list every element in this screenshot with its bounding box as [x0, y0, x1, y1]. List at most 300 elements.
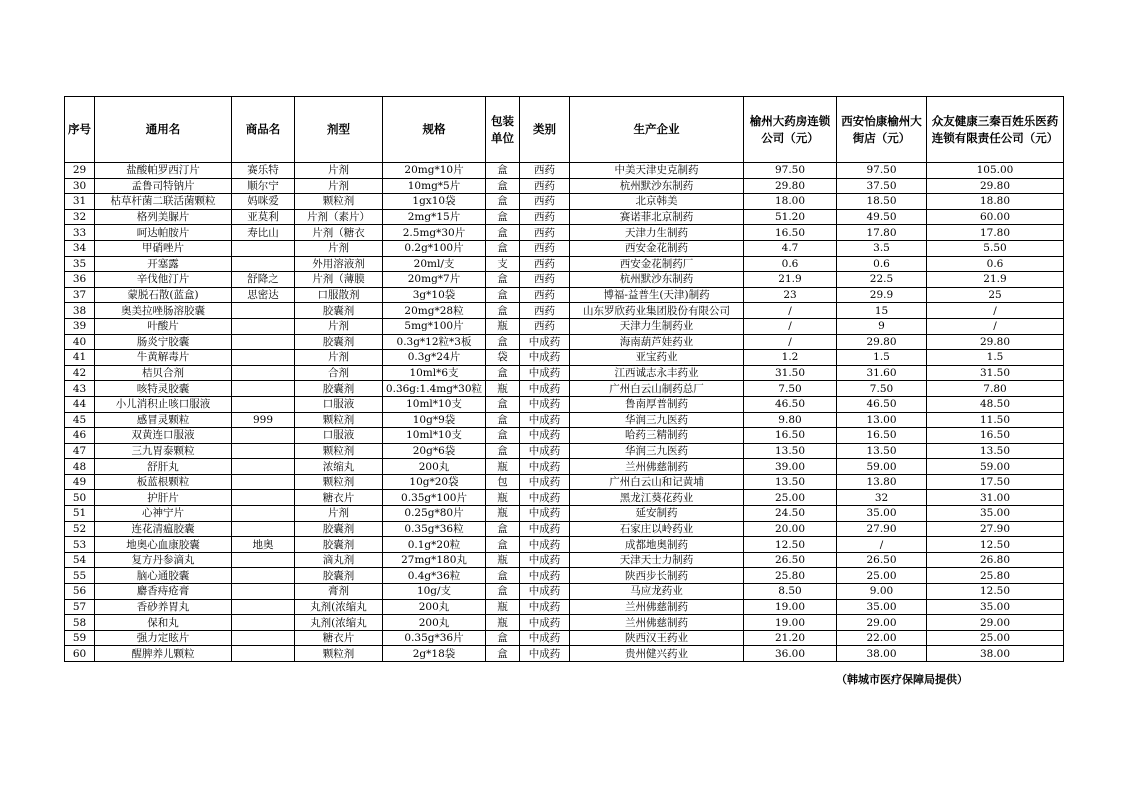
cell-manufacturer: 兰州佛慈制药	[570, 459, 744, 475]
cell-dosage-form: 片剂	[295, 240, 383, 256]
cell-package-unit: 支	[486, 256, 520, 272]
cell-manufacturer: 天津天士力制药	[570, 552, 744, 568]
cell-index: 52	[65, 521, 95, 537]
cell-price-yuzhou: 7.50	[744, 381, 837, 397]
cell-category: 中成药	[520, 615, 570, 631]
cell-package-unit: 盒	[486, 225, 520, 241]
cell-manufacturer: 兰州佛慈制药	[570, 599, 744, 615]
cell-category: 中成药	[520, 599, 570, 615]
table-row	[65, 194, 1064, 210]
cell-generic-name: 感冒灵颗粒	[95, 412, 232, 428]
cell-brand-name	[232, 365, 295, 381]
cell-price-zhongyou: 27.90	[927, 521, 1064, 537]
cell-brand-name	[232, 381, 295, 397]
cell-index: 48	[65, 459, 95, 475]
cell-price-yuzhou: 13.50	[744, 443, 837, 459]
cell-dosage-form: 糖衣片	[295, 490, 383, 506]
cell-specification: 20mg*10片	[383, 163, 486, 179]
cell-manufacturer: 西安金花制药	[570, 240, 744, 256]
cell-specification: 200丸	[383, 459, 486, 475]
cell-price-zhongyou: 11.50	[927, 412, 1064, 428]
cell-dosage-form: 丸剂(浓缩丸	[295, 615, 383, 631]
cell-manufacturer: 西安金花制药厂	[570, 256, 744, 272]
cell-specification: 2mg*15片	[383, 209, 486, 225]
cell-price-xian: 37.50	[837, 178, 927, 194]
cell-generic-name: 盐酸帕罗西汀片	[95, 163, 232, 179]
table-row	[65, 584, 1064, 600]
cell-generic-name: 保和丸	[95, 615, 232, 631]
cell-price-yuzhou: 9.80	[744, 412, 837, 428]
cell-manufacturer: 赛诺菲北京制药	[570, 209, 744, 225]
cell-dosage-form: 胶囊剂	[295, 381, 383, 397]
cell-manufacturer: 海南葫芦娃药业	[570, 334, 744, 350]
table-row	[65, 256, 1064, 272]
cell-price-zhongyou: /	[927, 303, 1064, 319]
cell-generic-name: 心神宁片	[95, 506, 232, 522]
table-row	[65, 490, 1064, 506]
cell-price-yuzhou: 13.50	[744, 474, 837, 490]
cell-manufacturer: 博福-益普生(天津)制药	[570, 287, 744, 303]
cell-package-unit: 盒	[486, 630, 520, 646]
cell-generic-name: 小儿消积止咳口服液	[95, 396, 232, 412]
cell-manufacturer: 中美天津史克制药	[570, 163, 744, 179]
cell-generic-name: 牛黄解毒片	[95, 350, 232, 366]
cell-category: 西药	[520, 240, 570, 256]
cell-generic-name: 护肝片	[95, 490, 232, 506]
header-price-yuzhou-pharmacy: 榆州大药房连锁公司（元）	[744, 97, 837, 163]
cell-category: 中成药	[520, 428, 570, 444]
cell-manufacturer: 广州白云山和记黄埔	[570, 474, 744, 490]
cell-price-zhongyou: 5.50	[927, 240, 1064, 256]
cell-category: 中成药	[520, 350, 570, 366]
cell-brand-name	[232, 474, 295, 490]
cell-package-unit: 盒	[486, 178, 520, 194]
cell-category: 西药	[520, 303, 570, 319]
cell-price-xian: /	[837, 537, 927, 553]
cell-price-yuzhou: 8.50	[744, 584, 837, 600]
cell-price-xian: 31.60	[837, 365, 927, 381]
cell-category: 中成药	[520, 537, 570, 553]
cell-brand-name	[232, 256, 295, 272]
cell-manufacturer: 华润三九医药	[570, 443, 744, 459]
cell-index: 50	[65, 490, 95, 506]
table-body	[65, 163, 1064, 662]
cell-specification: 20ml/支	[383, 256, 486, 272]
cell-index: 43	[65, 381, 95, 397]
table-row	[65, 599, 1064, 615]
cell-category: 中成药	[520, 521, 570, 537]
table-row	[65, 163, 1064, 179]
cell-price-xian: 22.5	[837, 272, 927, 288]
cell-price-yuzhou: 21.20	[744, 630, 837, 646]
cell-category: 中成药	[520, 443, 570, 459]
cell-category: 西药	[520, 178, 570, 194]
cell-price-xian: 9	[837, 318, 927, 334]
cell-dosage-form: 片剂	[295, 163, 383, 179]
cell-package-unit: 瓶	[486, 552, 520, 568]
cell-manufacturer: 华润三九医药	[570, 412, 744, 428]
header-brand-name: 商品名	[232, 97, 295, 163]
cell-price-zhongyou: 35.00	[927, 506, 1064, 522]
cell-manufacturer: 天津力生制药	[570, 225, 744, 241]
cell-brand-name	[232, 443, 295, 459]
cell-index: 47	[65, 443, 95, 459]
cell-price-zhongyou: 17.50	[927, 474, 1064, 490]
cell-price-yuzhou: 19.00	[744, 599, 837, 615]
cell-manufacturer: 杭州默沙东制药	[570, 272, 744, 288]
cell-price-yuzhou: 18.00	[744, 194, 837, 210]
cell-price-zhongyou: 26.80	[927, 552, 1064, 568]
cell-specification: 10mg*5片	[383, 178, 486, 194]
cell-generic-name: 三九胃泰颗粒	[95, 443, 232, 459]
cell-category: 中成药	[520, 381, 570, 397]
cell-manufacturer: 天津力生制药业	[570, 318, 744, 334]
cell-dosage-form: 胶囊剂	[295, 303, 383, 319]
table-row	[65, 615, 1064, 631]
cell-dosage-form: 胶囊剂	[295, 521, 383, 537]
table-row	[65, 459, 1064, 475]
table-row	[65, 287, 1064, 303]
cell-specification: 27mg*180丸	[383, 552, 486, 568]
cell-category: 中成药	[520, 459, 570, 475]
cell-price-zhongyou: 18.80	[927, 194, 1064, 210]
cell-package-unit: 瓶	[486, 459, 520, 475]
cell-specification: 10g*20袋	[383, 474, 486, 490]
cell-price-xian: 16.50	[837, 428, 927, 444]
table-row	[65, 240, 1064, 256]
table-row	[65, 365, 1064, 381]
drug-price-table	[64, 96, 1064, 662]
cell-brand-name	[232, 428, 295, 444]
cell-price-xian: 49.50	[837, 209, 927, 225]
cell-price-zhongyou: 35.00	[927, 599, 1064, 615]
cell-package-unit: 盒	[486, 428, 520, 444]
cell-generic-name: 辛伐他汀片	[95, 272, 232, 288]
cell-index: 36	[65, 272, 95, 288]
cell-manufacturer: 贵州健兴药业	[570, 646, 744, 662]
header-price-xian-yikang: 西安怡康榆州大街店（元）	[837, 97, 927, 163]
cell-package-unit: 盒	[486, 443, 520, 459]
cell-generic-name: 地奥心血康胶囊	[95, 537, 232, 553]
cell-specification: 2.5mg*30片	[383, 225, 486, 241]
cell-generic-name: 桔贝合剂	[95, 365, 232, 381]
cell-package-unit: 盒	[486, 334, 520, 350]
cell-price-yuzhou: 25.00	[744, 490, 837, 506]
cell-index: 54	[65, 552, 95, 568]
cell-package-unit: 盒	[486, 303, 520, 319]
cell-manufacturer: 陕西步长制药	[570, 568, 744, 584]
cell-price-xian: 0.6	[837, 256, 927, 272]
cell-price-xian: 13.00	[837, 412, 927, 428]
cell-brand-name	[232, 584, 295, 600]
cell-price-yuzhou: /	[744, 334, 837, 350]
cell-brand-name: 亚莫利	[232, 209, 295, 225]
cell-price-xian: 17.80	[837, 225, 927, 241]
cell-brand-name: 妈咪爱	[232, 194, 295, 210]
cell-price-yuzhou: /	[744, 318, 837, 334]
header-category: 类别	[520, 97, 570, 163]
cell-manufacturer: 成都地奥制药	[570, 537, 744, 553]
cell-price-zhongyou: 31.00	[927, 490, 1064, 506]
cell-brand-name	[232, 396, 295, 412]
cell-specification: 0.36g:1.4mg*30粒	[383, 381, 486, 397]
cell-specification: 1gx10袋	[383, 194, 486, 210]
cell-index: 45	[65, 412, 95, 428]
cell-brand-name: 舒降之	[232, 272, 295, 288]
cell-generic-name: 开塞露	[95, 256, 232, 272]
cell-manufacturer: 延安制药	[570, 506, 744, 522]
cell-price-zhongyou: 12.50	[927, 537, 1064, 553]
cell-specification: 10ml*6支	[383, 365, 486, 381]
cell-category: 中成药	[520, 584, 570, 600]
cell-dosage-form: 颗粒剂	[295, 194, 383, 210]
table-row	[65, 537, 1064, 553]
cell-package-unit: 盒	[486, 521, 520, 537]
table-row	[65, 350, 1064, 366]
cell-index: 32	[65, 209, 95, 225]
cell-generic-name: 咳特灵胶囊	[95, 381, 232, 397]
cell-specification: 3g*10袋	[383, 287, 486, 303]
cell-price-yuzhou: 29.80	[744, 178, 837, 194]
cell-category: 西药	[520, 194, 570, 210]
cell-dosage-form: 片剂	[295, 350, 383, 366]
cell-specification: 200丸	[383, 599, 486, 615]
cell-price-yuzhou: 1.2	[744, 350, 837, 366]
cell-manufacturer: 陕西汉王药业	[570, 630, 744, 646]
cell-dosage-form: 颗粒剂	[295, 646, 383, 662]
cell-generic-name: 格列美脲片	[95, 209, 232, 225]
header-dosage-form: 剂型	[295, 97, 383, 163]
cell-generic-name: 舒肝丸	[95, 459, 232, 475]
cell-price-zhongyou: 31.50	[927, 365, 1064, 381]
table-row	[65, 646, 1064, 662]
cell-specification: 0.35g*36粒	[383, 521, 486, 537]
cell-index: 35	[65, 256, 95, 272]
cell-package-unit: 瓶	[486, 615, 520, 631]
cell-price-xian: 1.5	[837, 350, 927, 366]
table-row	[65, 178, 1064, 194]
cell-dosage-form: 片剂（薄膜	[295, 272, 383, 288]
cell-specification: 0.1g*20粒	[383, 537, 486, 553]
cell-category: 西药	[520, 256, 570, 272]
table-row	[65, 334, 1064, 350]
cell-price-yuzhou: 16.50	[744, 225, 837, 241]
cell-package-unit: 盒	[486, 163, 520, 179]
cell-price-xian: 9.00	[837, 584, 927, 600]
table-row	[65, 396, 1064, 412]
cell-manufacturer: 兰州佛慈制药	[570, 615, 744, 631]
cell-dosage-form: 胶囊剂	[295, 537, 383, 553]
cell-dosage-form: 颗粒剂	[295, 443, 383, 459]
table-row	[65, 209, 1064, 225]
cell-price-xian: 59.00	[837, 459, 927, 475]
cell-price-zhongyou: 59.00	[927, 459, 1064, 475]
cell-price-xian: 13.80	[837, 474, 927, 490]
cell-category: 西药	[520, 287, 570, 303]
cell-package-unit: 盒	[486, 287, 520, 303]
cell-index: 58	[65, 615, 95, 631]
cell-price-zhongyou: 0.6	[927, 256, 1064, 272]
cell-price-yuzhou: 4.7	[744, 240, 837, 256]
cell-package-unit: 盒	[486, 272, 520, 288]
cell-price-zhongyou: 105.00	[927, 163, 1064, 179]
cell-index: 46	[65, 428, 95, 444]
cell-dosage-form: 合剂	[295, 365, 383, 381]
cell-brand-name: 顺尔宁	[232, 178, 295, 194]
cell-package-unit: 盒	[486, 584, 520, 600]
cell-package-unit: 瓶	[486, 381, 520, 397]
cell-generic-name: 双黄连口服液	[95, 428, 232, 444]
cell-generic-name: 叶酸片	[95, 318, 232, 334]
cell-index: 44	[65, 396, 95, 412]
cell-price-yuzhou: 46.50	[744, 396, 837, 412]
cell-category: 中成药	[520, 396, 570, 412]
cell-dosage-form: 口服液	[295, 428, 383, 444]
cell-price-xian: 29.00	[837, 615, 927, 631]
header-index: 序号	[65, 97, 95, 163]
cell-manufacturer: 马应龙药业	[570, 584, 744, 600]
cell-price-xian: 22.00	[837, 630, 927, 646]
cell-price-xian: 13.50	[837, 443, 927, 459]
cell-price-zhongyou: 60.00	[927, 209, 1064, 225]
cell-price-yuzhou: 16.50	[744, 428, 837, 444]
table-row	[65, 225, 1064, 241]
cell-index: 49	[65, 474, 95, 490]
table-row	[65, 552, 1064, 568]
cell-index: 30	[65, 178, 95, 194]
cell-dosage-form: 丸剂(浓缩丸	[295, 599, 383, 615]
cell-specification: 10g*9袋	[383, 412, 486, 428]
cell-dosage-form: 片剂（糖衣	[295, 225, 383, 241]
cell-specification: 10g/支	[383, 584, 486, 600]
cell-dosage-form: 颗粒剂	[295, 474, 383, 490]
cell-category: 西药	[520, 225, 570, 241]
cell-specification: 20mg*28粒	[383, 303, 486, 319]
cell-specification: 10ml*10支	[383, 396, 486, 412]
cell-brand-name	[232, 303, 295, 319]
cell-package-unit: 盒	[486, 240, 520, 256]
cell-index: 39	[65, 318, 95, 334]
cell-price-xian: 25.00	[837, 568, 927, 584]
cell-price-zhongyou: 13.50	[927, 443, 1064, 459]
cell-package-unit: 瓶	[486, 506, 520, 522]
cell-package-unit: 袋	[486, 350, 520, 366]
cell-price-zhongyou: /	[927, 318, 1064, 334]
header-manufacturer: 生产企业	[570, 97, 744, 163]
cell-dosage-form: 胶囊剂	[295, 568, 383, 584]
cell-price-xian: 38.00	[837, 646, 927, 662]
cell-price-xian: 18.50	[837, 194, 927, 210]
cell-price-zhongyou: 17.80	[927, 225, 1064, 241]
cell-brand-name	[232, 350, 295, 366]
cell-manufacturer: 鲁南厚普制药	[570, 396, 744, 412]
cell-price-zhongyou: 29.80	[927, 178, 1064, 194]
cell-package-unit: 瓶	[486, 599, 520, 615]
header-generic-name: 通用名	[95, 97, 232, 163]
cell-index: 33	[65, 225, 95, 241]
cell-generic-name: 醒脾养儿颗粒	[95, 646, 232, 662]
cell-category: 西药	[520, 318, 570, 334]
cell-index: 53	[65, 537, 95, 553]
cell-specification: 5mg*100片	[383, 318, 486, 334]
cell-category: 中成药	[520, 506, 570, 522]
cell-dosage-form: 滴丸剂	[295, 552, 383, 568]
cell-package-unit: 瓶	[486, 490, 520, 506]
cell-brand-name	[232, 646, 295, 662]
table-header	[65, 97, 1064, 163]
cell-package-unit: 包	[486, 474, 520, 490]
cell-index: 34	[65, 240, 95, 256]
cell-manufacturer: 石家庄以岭药业	[570, 521, 744, 537]
cell-price-xian: 29.9	[837, 287, 927, 303]
table-row	[65, 630, 1064, 646]
cell-price-yuzhou: 20.00	[744, 521, 837, 537]
table-row	[65, 412, 1064, 428]
cell-price-xian: 26.50	[837, 552, 927, 568]
cell-dosage-form: 片剂	[295, 178, 383, 194]
cell-package-unit: 瓶	[486, 318, 520, 334]
cell-generic-name: 蒙脱石散(蓝盒)	[95, 287, 232, 303]
cell-brand-name	[232, 459, 295, 475]
cell-category: 中成药	[520, 490, 570, 506]
cell-index: 40	[65, 334, 95, 350]
cell-package-unit: 盒	[486, 568, 520, 584]
cell-brand-name: 地奥	[232, 537, 295, 553]
cell-specification: 0.4g*36粒	[383, 568, 486, 584]
cell-category: 中成药	[520, 630, 570, 646]
cell-index: 56	[65, 584, 95, 600]
table-row	[65, 318, 1064, 334]
cell-price-zhongyou: 38.00	[927, 646, 1064, 662]
cell-dosage-form: 外用溶液剂	[295, 256, 383, 272]
cell-specification: 10ml*10支	[383, 428, 486, 444]
cell-generic-name: 板蓝根颗粒	[95, 474, 232, 490]
cell-brand-name	[232, 521, 295, 537]
cell-brand-name	[232, 552, 295, 568]
cell-price-yuzhou: 51.20	[744, 209, 837, 225]
cell-dosage-form: 片剂	[295, 506, 383, 522]
cell-specification: 0.3g*24片	[383, 350, 486, 366]
cell-specification: 0.3g*12粒*3板	[383, 334, 486, 350]
cell-specification: 2g*18袋	[383, 646, 486, 662]
cell-price-yuzhou: /	[744, 303, 837, 319]
cell-generic-name: 连花清瘟胶囊	[95, 521, 232, 537]
cell-package-unit: 盒	[486, 365, 520, 381]
cell-category: 中成药	[520, 474, 570, 490]
cell-manufacturer: 广州白云山制药总厂	[570, 381, 744, 397]
cell-dosage-form: 片剂（素片）	[295, 209, 383, 225]
cell-price-yuzhou: 0.6	[744, 256, 837, 272]
cell-dosage-form: 糖衣片	[295, 630, 383, 646]
cell-dosage-form: 片剂	[295, 318, 383, 334]
cell-price-xian: 35.00	[837, 506, 927, 522]
cell-package-unit: 盒	[486, 646, 520, 662]
cell-brand-name	[232, 318, 295, 334]
cell-category: 中成药	[520, 568, 570, 584]
cell-category: 中成药	[520, 646, 570, 662]
cell-price-zhongyou: 7.80	[927, 381, 1064, 397]
cell-category: 中成药	[520, 412, 570, 428]
cell-price-yuzhou: 19.00	[744, 615, 837, 631]
cell-price-zhongyou: 48.50	[927, 396, 1064, 412]
cell-price-xian: 97.50	[837, 163, 927, 179]
cell-specification: 0.35g*36片	[383, 630, 486, 646]
cell-brand-name	[232, 240, 295, 256]
cell-brand-name	[232, 599, 295, 615]
cell-price-xian: 29.80	[837, 334, 927, 350]
cell-price-yuzhou: 21.9	[744, 272, 837, 288]
cell-price-xian: 7.50	[837, 381, 927, 397]
